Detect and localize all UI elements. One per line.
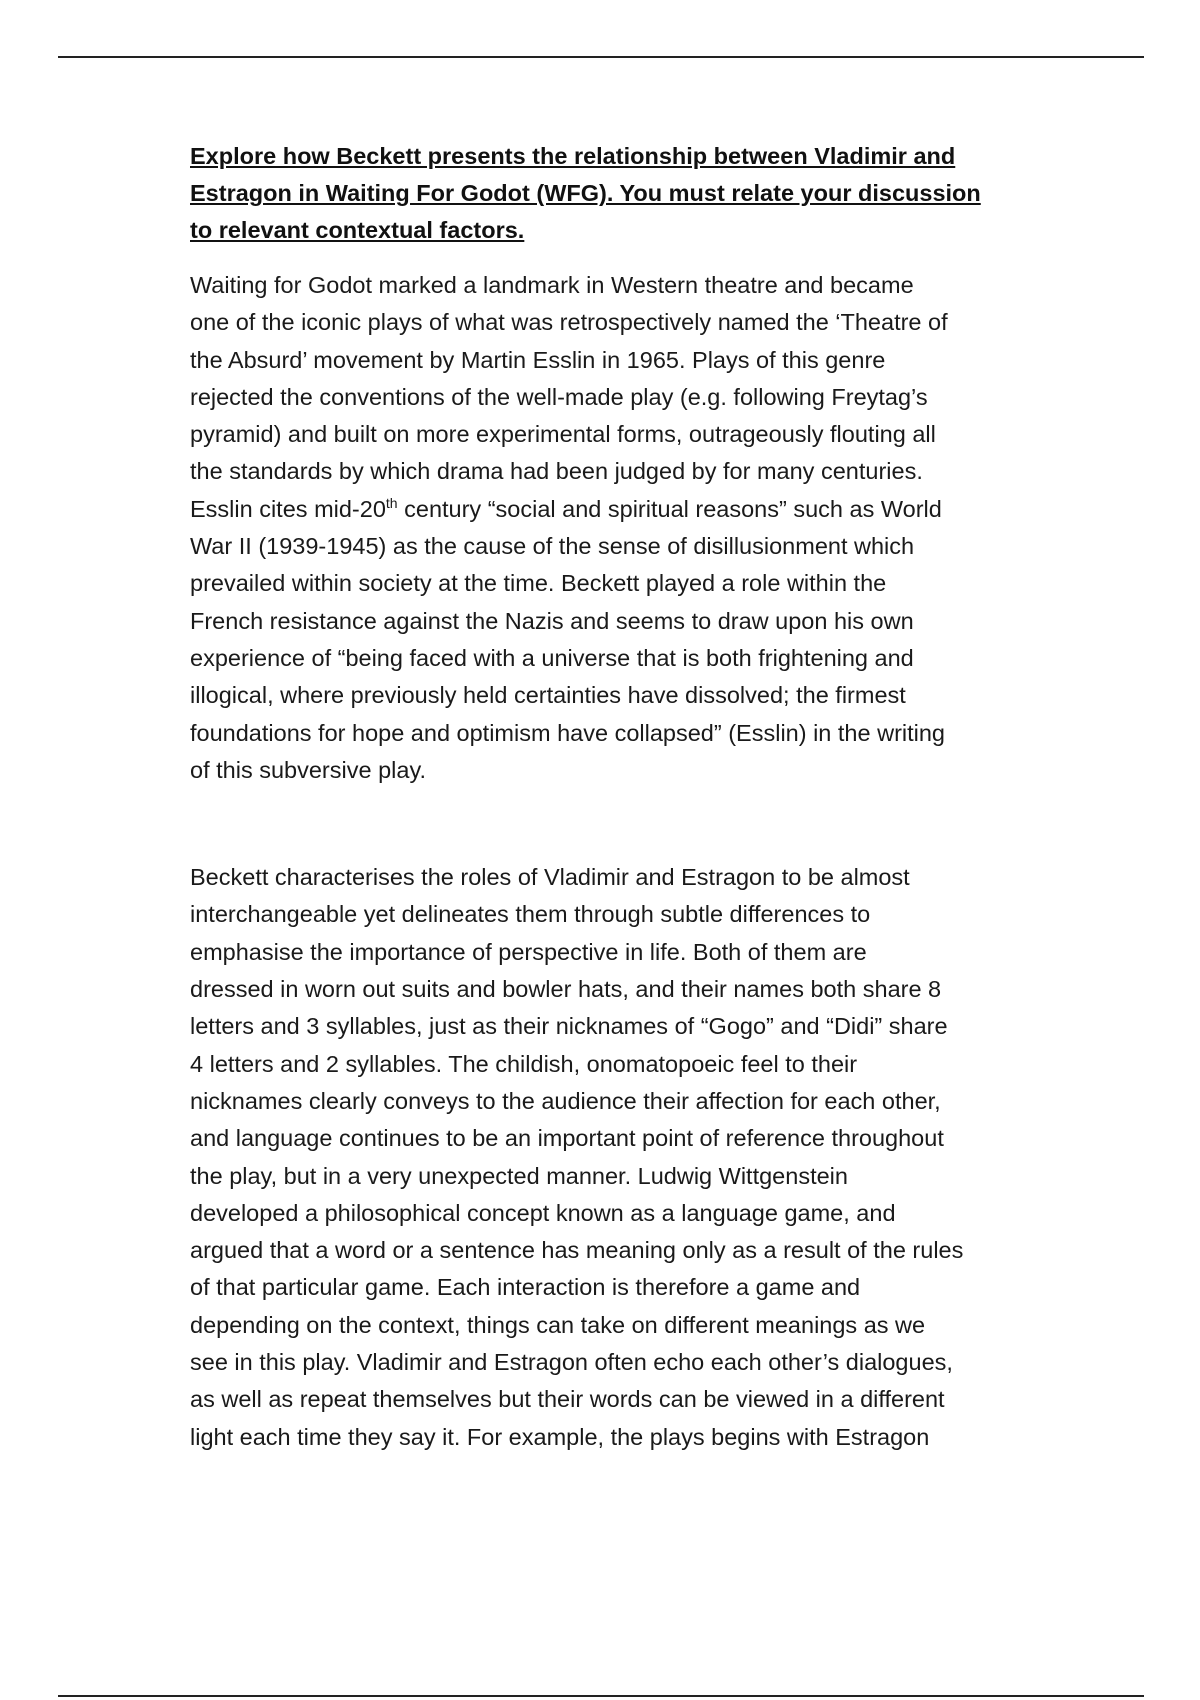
paragraph-line: see in this play. Vladimir and Estragon often echo each other’s dialogues, [190,1349,953,1376]
paragraph-line: pyramid) and built on more experimental forms, outrageously flouting all [190,421,936,448]
text-run: century “social and spiritual reasons” such as World [397,495,942,522]
paragraph-line: 4 letters and 2 syllables. The childish, onomatopoeic feel to their [190,1050,858,1077]
bottom-divider-line [58,1695,1144,1697]
paragraph-line: of this subversive play. [190,756,426,783]
paragraph-line: one of the iconic plays of what was retrospectively named the ‘Theatre of [190,309,948,336]
paragraph-line: the Absurd’ movement by Martin Esslin in 1965. Plays of this genre [190,346,886,373]
paragraph-line: and language continues to be an important point of reference throughout [190,1125,944,1152]
paragraph-line: depending on the context, things can take on different meanings as we [190,1311,926,1338]
paragraph-line: French resistance against the Nazis and seems to draw upon his own [190,607,914,634]
paragraph-line: foundations for hope and optimism have collapsed” (Esslin) in the writing [190,719,946,746]
title-line: to relevant contextual factors. [190,217,525,243]
paragraph-line: emphasise the importance of perspective in life. Both of them are [190,938,867,965]
paragraph-line: War II (1939-1945) as the cause of the sense of disillusionment which [190,533,915,560]
paragraph-line: prevailed within society at the time. Beckett played a role within the [190,570,887,597]
paragraph-line: of that particular game. Each interaction is therefore a game and [190,1274,861,1301]
paragraph-line: the standards by which drama had been judged by for many centuries. [190,458,923,485]
paragraph-characterisation [190,859,1060,1456]
paragraph-line: interchangeable yet delineates them through subtle differences to [190,901,871,928]
top-divider-line [58,56,1144,58]
paragraph-line: Beckett characterises the roles of Vladimir and Estragon to be almost [190,864,910,891]
paragraph-line: the play, but in a very unexpected manner. Ludwig Wittgenstein [190,1162,848,1189]
document-body [190,138,1060,1456]
essay-question-title [190,138,1060,249]
paragraph-line: nicknames clearly conveys to the audience their affection for each other, [190,1087,941,1114]
title-line: Estragon in Waiting For Godot (WFG). You must relate your discussion [190,180,981,206]
paragraph-line [190,491,1060,528]
superscript-ordinal: th [385,494,398,511]
paragraph-line: illogical, where previously held certainties have dissolved; the firmest [190,682,906,709]
paragraph-line: experience of “being faced with a universe that is both frightening and [190,644,914,671]
paragraph-line: Waiting for Godot marked a landmark in Western theatre and became [190,272,914,298]
text-run: Esslin cites mid-20 [190,495,386,522]
title-line: Explore how Beckett presents the relationship between Vladimir and [190,143,956,169]
paragraph-line: light each time they say it. For example, the plays begins with Estragon [190,1423,930,1450]
paragraph-line: as well as repeat themselves but their words can be viewed in a different [190,1386,945,1413]
paragraph-line: letters and 3 syllables, just as their nicknames of “Gogo” and “Didi” share [190,1013,948,1040]
paragraph-line: developed a philosophical concept known as a language game, and [190,1199,896,1226]
paragraph-line: argued that a word or a sentence has meaning only as a result of the rules [190,1237,964,1264]
paragraph-line: dressed in worn out suits and bowler hats, and their names both share 8 [190,976,942,1003]
paragraph-line: rejected the conventions of the well-made play (e.g. following Freytag’s [190,383,928,410]
paragraph-context [190,267,1060,789]
